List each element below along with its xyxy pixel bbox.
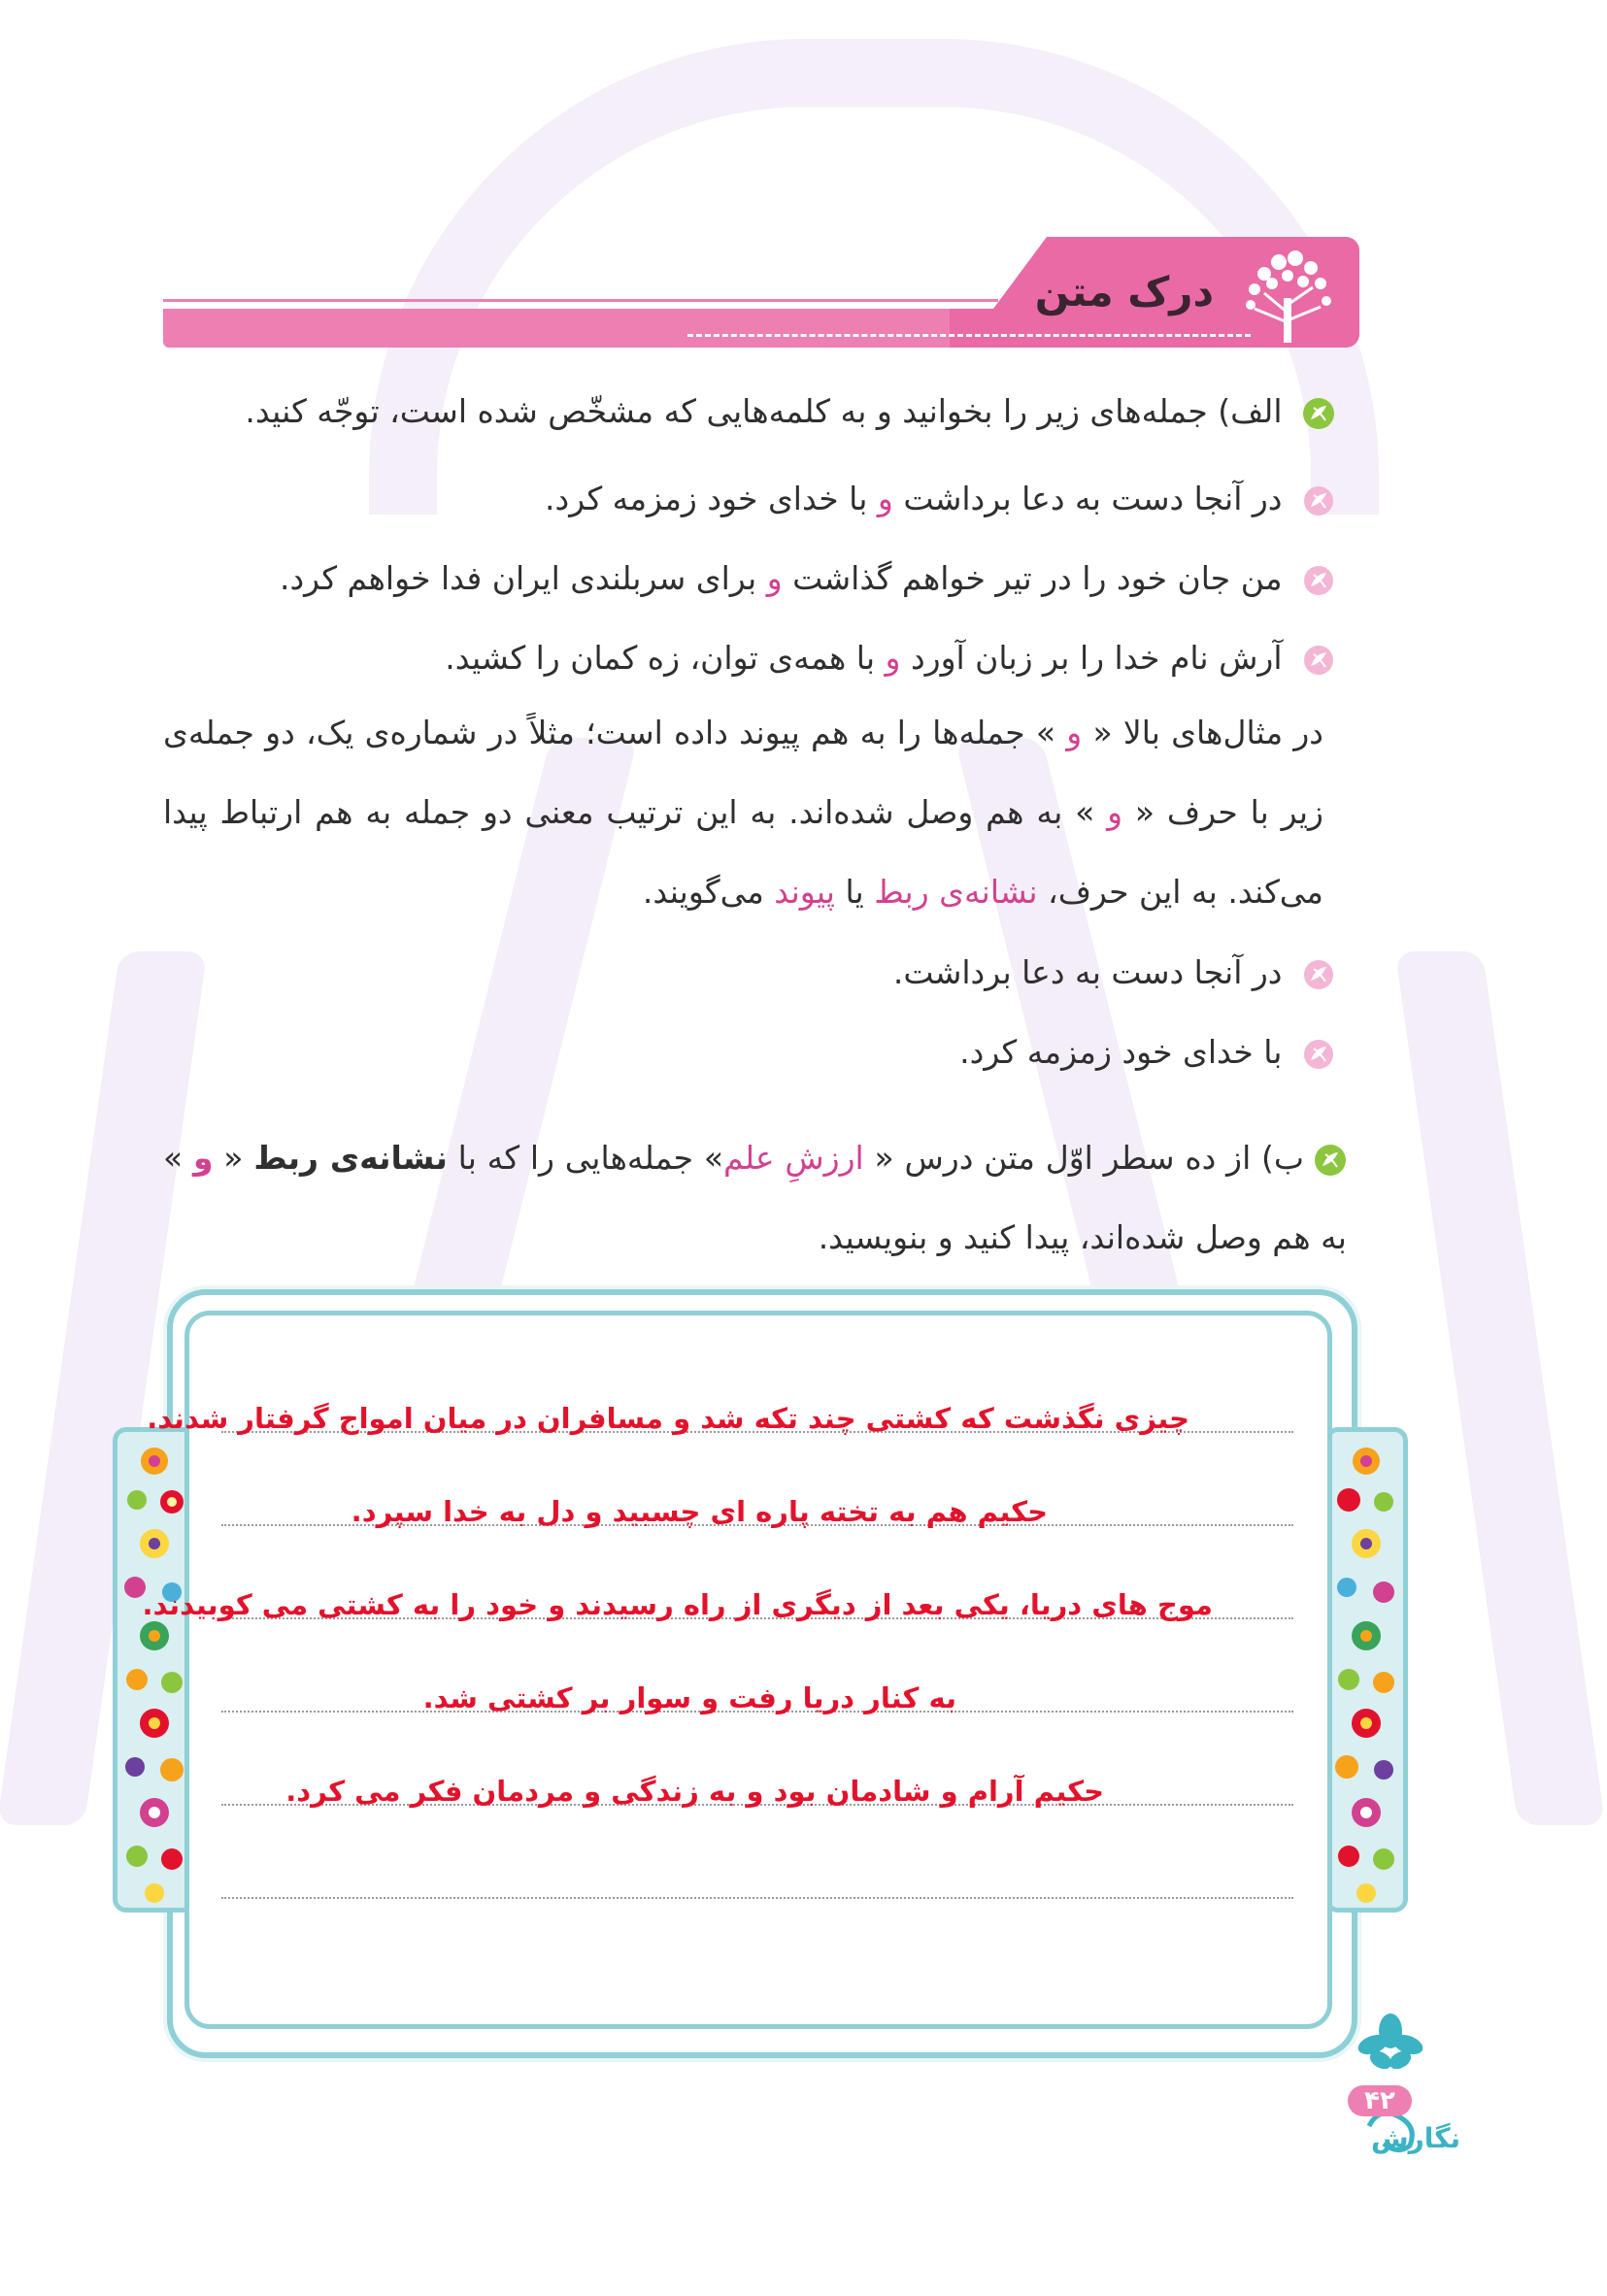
instruction-text: » جمله‌هایی را که با: [447, 1139, 724, 1177]
answer-line[interactable]: [221, 1897, 1293, 1899]
answer-text: چیزی نگذشت که کشتی چند تکه شد و مسافران در میان امواج گرفتار شدند.: [147, 1402, 1189, 1435]
link-word: و: [885, 639, 901, 677]
flower-bullet-icon: [1302, 397, 1335, 430]
watermark-bar: [1395, 951, 1605, 1825]
flower-bullet-icon: [1302, 484, 1335, 517]
example-after: با خدای خود زمزمه کرد.: [545, 480, 878, 517]
paragraph-text: یا: [835, 873, 875, 911]
example-after: با همه‌ی توان، زه کمان را کشید.: [445, 639, 886, 677]
example-line: [280, 559, 1335, 598]
split-example-text: با خدای خود زمزمه کرد.: [959, 1033, 1283, 1071]
term-link-marker: نشانه‌ی ربط: [253, 1139, 448, 1177]
instruction-text: «: [213, 1139, 254, 1177]
section-b-instruction: [163, 1118, 1347, 1278]
flower-bullet-icon: [1302, 1038, 1335, 1071]
answer-text: موج های دریا، یکی بعد از دیگری از راه رسیدند و خود را به کشتی می کوبیدند.: [142, 1588, 1213, 1621]
explanation-paragraph: [163, 693, 1323, 932]
paragraph-text: » به هم وصل شده‌اند. به این ترتیب معنی دو جمله به هم ارتباط پیدا می‌کند. به این حرف،: [163, 793, 1323, 911]
answer-text: حکیم هم به تخته پاره ای چسبید و دل به خدا سپرد.: [351, 1495, 1048, 1528]
paragraph-text: در مثال‌های بالا «: [1082, 714, 1323, 751]
instruction-text: ب) از ده سطر اوّل متن درس «: [863, 1139, 1304, 1177]
link-word: و: [877, 480, 893, 517]
split-example: [893, 953, 1335, 992]
section-title: درک متن: [1034, 268, 1214, 316]
example-line: [545, 480, 1335, 518]
example-before: در آنجا دست به دعا برداشت: [892, 480, 1283, 517]
section-banner: [163, 237, 1359, 351]
section-a-intro-text: الف) جمله‌های زیر را بخوانید و به کلمه‌هایی که مشخّص شده است، توجّه کنید.: [245, 392, 1283, 430]
link-word: و: [193, 1139, 214, 1177]
section-a-intro: [245, 392, 1335, 431]
flower-pattern-icon: [1329, 1432, 1403, 1908]
answer-text: حکیم آرام و شادمان بود و به زندگی و مردمان فکر می کرد.: [285, 1775, 1104, 1808]
page-number: ۴۲: [1348, 2085, 1412, 2116]
lesson-title: ارزشِ علم: [723, 1139, 864, 1177]
flower-bullet-icon: [1302, 564, 1335, 597]
flower-pattern-icon: [117, 1432, 191, 1908]
example-after: برای سربلندی ایران فدا خواهم کرد.: [279, 559, 767, 597]
split-example-text: در آنجا دست به دعا برداشت.: [892, 953, 1283, 991]
flower-bullet-icon: [1314, 1144, 1347, 1177]
split-example: [959, 1033, 1335, 1072]
term-conjunction: پیوند: [774, 873, 835, 911]
term-link-marker: نشانه‌ی ربط: [874, 873, 1038, 911]
banner-line: [163, 299, 998, 302]
link-word: و: [1066, 714, 1083, 751]
flower-strip-right: [1324, 1427, 1408, 1913]
tree-icon: [1235, 245, 1342, 346]
answer-text: به کنار دریا رفت و سوار بر کشتی شد.: [422, 1681, 956, 1714]
flower-bullet-icon: [1302, 958, 1335, 991]
flower-bullet-icon: [1302, 644, 1335, 677]
example-before: آرش نام خدا را بر زبان آورد: [900, 639, 1283, 677]
paragraph-text: می‌گویند.: [642, 873, 775, 911]
instruction-text: » به هم وصل شده‌اند، پیدا کنید و بنویسید.: [163, 1139, 1347, 1256]
link-word: و: [766, 559, 783, 597]
link-word: و: [1107, 793, 1123, 831]
book-label: نگارش: [1371, 2122, 1461, 2154]
paragraph-text: » جمله‌ها را به هم پیوند داده است؛ مثلاً در شماره‌ی یک، دو جمله‌ی زیر با حرف «: [163, 714, 1323, 831]
example-before: من جان خود را در تیر خواهم گذاشت: [782, 559, 1283, 597]
banner-dash: [687, 334, 1251, 337]
example-line: [445, 639, 1335, 678]
